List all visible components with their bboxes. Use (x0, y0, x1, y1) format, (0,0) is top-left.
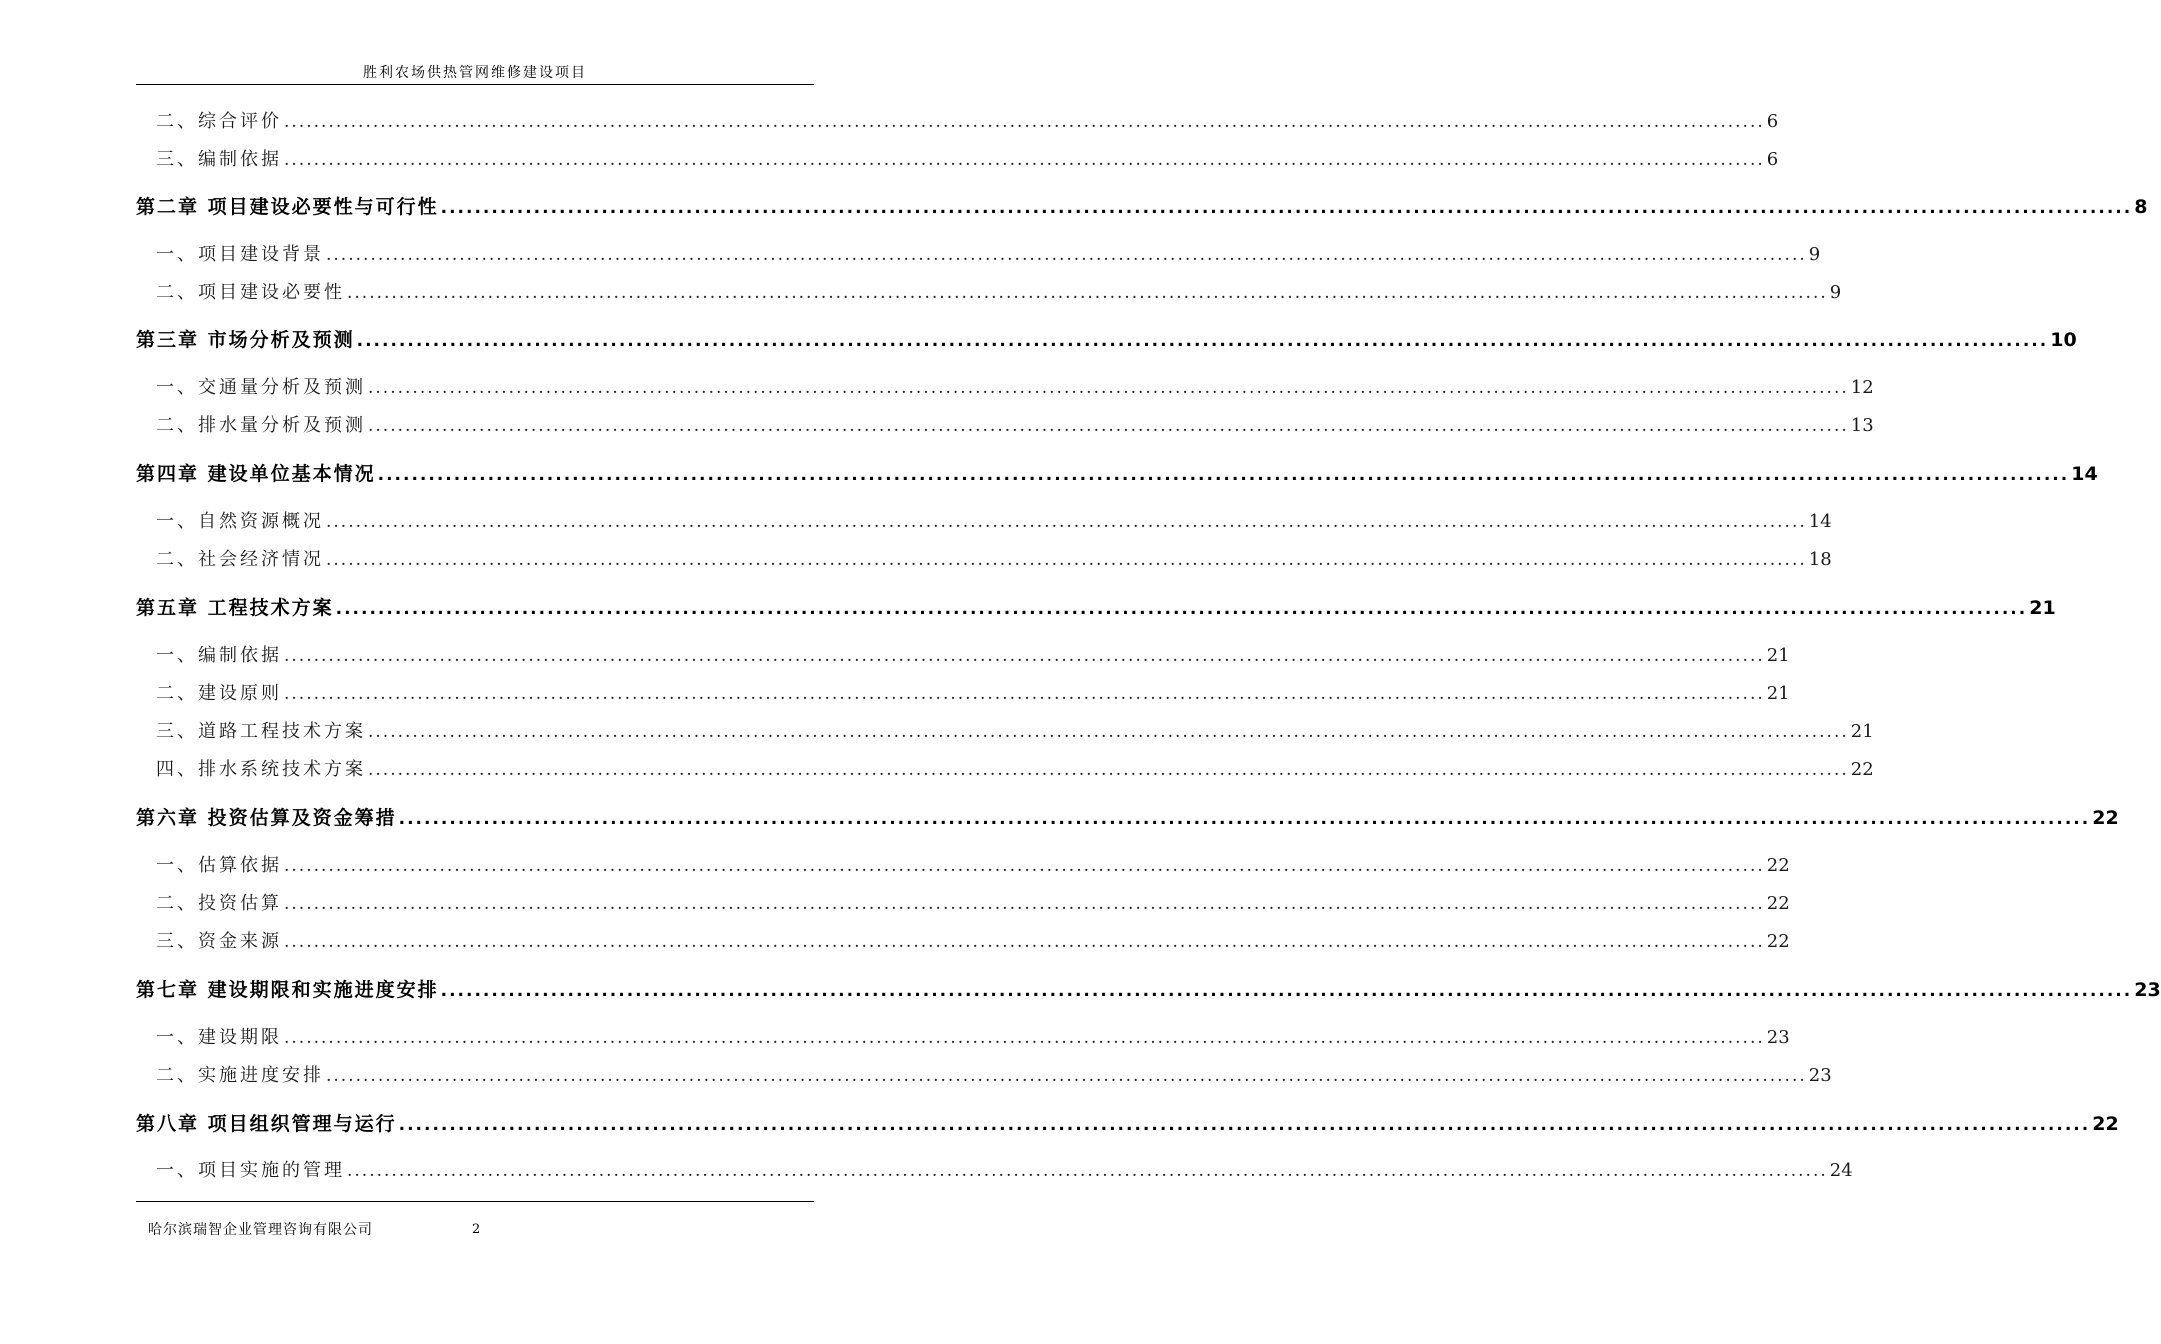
toc-dot-leader: ........................................................................................................................................................................................................ (284, 112, 1765, 132)
toc-section-entry[interactable] (156, 641, 1790, 671)
toc-entry-title: 二、建设原则 (156, 683, 282, 704)
toc-dot-leader: ........................................................................................................................................................................................................ (335, 599, 2028, 619)
toc-section-entry[interactable] (156, 889, 1790, 919)
toc-chapter-entry[interactable] (136, 1109, 2119, 1139)
toc-section-entry[interactable] (156, 1061, 1832, 1091)
toc-section-entry[interactable] (156, 1023, 1790, 1053)
toc-entry-page-number: 22 (2092, 1113, 2119, 1135)
toc-chapter-entry[interactable] (136, 975, 2161, 1005)
toc-entry-title: 一、项目实施的管理 (156, 1160, 345, 1181)
toc-dot-leader: ........................................................................................................................................................................................................ (347, 283, 1828, 303)
toc-entry-page-number: 21 (2029, 597, 2056, 619)
toc-entry-title: 第七章 建设期限和实施进度安排 (136, 979, 439, 1001)
toc-entry-page-number: 18 (1808, 549, 1832, 570)
toc-dot-leader: ........................................................................................................................................................................................................ (347, 1161, 1828, 1181)
header-divider (136, 84, 814, 85)
toc-entry-title: 二、社会经济情况 (156, 549, 324, 570)
toc-section-entry[interactable] (156, 278, 1842, 308)
toc-entry-title: 三、道路工程技术方案 (156, 721, 366, 742)
toc-entry-page-number: 21 (1850, 721, 1874, 742)
toc-entry-title: 二、项目建设必要性 (156, 282, 345, 303)
toc-entry-page-number: 24 (1829, 1160, 1853, 1181)
toc-entry-page-number: 13 (1850, 415, 1874, 436)
toc-section-entry[interactable] (156, 755, 1874, 785)
toc-section-entry[interactable] (156, 927, 1790, 957)
toc-entry-page-number: 23 (1808, 1065, 1832, 1086)
toc-entry-page-number: 8 (2134, 196, 2148, 218)
toc-entry-page-number: 10 (2050, 329, 2077, 351)
toc-dot-leader: ........................................................................................................................................................................................................ (284, 894, 1765, 914)
toc-section-entry[interactable] (156, 240, 1821, 270)
toc-entry-title: 四、排水系统技术方案 (156, 759, 366, 780)
toc-section-entry[interactable] (156, 411, 1874, 441)
toc-entry-title: 第六章 投资估算及资金筹措 (136, 807, 397, 829)
toc-entry-page-number: 21 (1766, 645, 1790, 666)
toc-entry-title: 二、投资估算 (156, 893, 282, 914)
toc-dot-leader: ........................................................................................................................................................................................................ (398, 1115, 2091, 1135)
toc-section-entry[interactable] (156, 373, 1874, 403)
toc-entry-title: 一、编制依据 (156, 645, 282, 666)
toc-entry-page-number: 6 (1766, 111, 1779, 132)
toc-entry-title: 一、交通量分析及预测 (156, 377, 366, 398)
toc-section-entry[interactable] (156, 545, 1832, 575)
toc-dot-leader: ........................................................................................................................................................................................................ (368, 760, 1849, 780)
toc-entry-title: 二、排水量分析及预测 (156, 415, 366, 436)
toc-section-entry[interactable] (156, 1156, 1853, 1186)
toc-entry-page-number: 12 (1850, 377, 1874, 398)
toc-chapter-entry[interactable] (136, 459, 2098, 489)
toc-section-entry[interactable] (156, 851, 1790, 881)
toc-dot-leader: ........................................................................................................................................................................................................ (284, 856, 1765, 876)
toc-section-entry[interactable] (156, 507, 1832, 537)
toc-entry-title: 第四章 建设单位基本情况 (136, 463, 376, 485)
toc-entry-page-number: 22 (1766, 931, 1790, 952)
toc-section-entry[interactable] (156, 679, 1790, 709)
toc-dot-leader: ........................................................................................................................................................................................................ (284, 646, 1765, 666)
toc-dot-leader: ........................................................................................................................................................................................................ (377, 465, 2070, 485)
footer-company-name: 哈尔滨瑞智企业管理咨询有限公司 (148, 1222, 373, 1238)
toc-dot-leader: ........................................................................................................................................................................................................ (284, 932, 1765, 952)
toc-chapter-entry[interactable] (136, 803, 2119, 833)
toc-entry-page-number: 23 (1766, 1027, 1790, 1048)
toc-entry-page-number: 9 (1808, 244, 1821, 265)
toc-dot-leader: ........................................................................................................................................................................................................ (326, 550, 1807, 570)
toc-entry-page-number: 21 (1766, 683, 1790, 704)
toc-entry-title: 三、编制依据 (156, 149, 282, 170)
toc-section-entry[interactable] (156, 145, 1779, 175)
toc-chapter-entry[interactable] (136, 192, 2148, 222)
toc-dot-leader: ........................................................................................................................................................................................................ (368, 378, 1849, 398)
toc-entry-title: 二、综合评价 (156, 111, 282, 132)
toc-section-entry[interactable] (156, 717, 1874, 747)
toc-dot-leader: ........................................................................................................................................................................................................ (284, 684, 1765, 704)
toc-dot-leader: ........................................................................................................................................................................................................ (356, 331, 2049, 351)
toc-chapter-entry[interactable] (136, 325, 2077, 355)
toc-dot-leader: ........................................................................................................................................................................................................ (440, 198, 2133, 218)
toc-dot-leader: ........................................................................................................................................................................................................ (326, 245, 1807, 265)
footer-divider (136, 1201, 814, 1202)
toc-entry-page-number: 22 (1766, 893, 1790, 914)
toc-entry-title: 第三章 市场分析及预测 (136, 329, 355, 351)
toc-entry-title: 第二章 项目建设必要性与可行性 (136, 196, 439, 218)
toc-dot-leader: ........................................................................................................................................................................................................ (368, 416, 1849, 436)
toc-entry-title: 一、估算依据 (156, 855, 282, 876)
toc-entry-title: 一、项目建设背景 (156, 244, 324, 265)
toc-entry-title: 第五章 工程技术方案 (136, 597, 334, 619)
toc-dot-leader: ........................................................................................................................................................................................................ (440, 981, 2133, 1001)
toc-entry-title: 二、实施进度安排 (156, 1065, 324, 1086)
toc-dot-leader: ........................................................................................................................................................................................................ (398, 809, 2091, 829)
page-header-title: 胜利农场供热管网维修建设项目 (363, 65, 587, 81)
toc-entry-page-number: 14 (1808, 511, 1832, 532)
toc-entry-page-number: 23 (2134, 979, 2161, 1001)
toc-dot-leader: ........................................................................................................................................................................................................ (284, 150, 1765, 170)
toc-dot-leader: ........................................................................................................................................................................................................ (326, 1066, 1807, 1086)
toc-dot-leader: ........................................................................................................................................................................................................ (326, 512, 1807, 532)
toc-entry-title: 一、建设期限 (156, 1027, 282, 1048)
toc-dot-leader: ........................................................................................................................................................................................................ (284, 1028, 1765, 1048)
toc-section-entry[interactable] (156, 107, 1779, 137)
toc-entry-title: 第八章 项目组织管理与运行 (136, 1113, 397, 1135)
toc-entry-page-number: 6 (1766, 149, 1779, 170)
toc-entry-page-number: 22 (2092, 807, 2119, 829)
footer-page-number: 2 (472, 1222, 481, 1237)
toc-entry-page-number: 14 (2071, 463, 2098, 485)
toc-dot-leader: ........................................................................................................................................................................................................ (368, 722, 1849, 742)
toc-entry-title: 一、自然资源概况 (156, 511, 324, 532)
toc-entry-title: 三、资金来源 (156, 931, 282, 952)
toc-entry-page-number: 22 (1850, 759, 1874, 780)
toc-chapter-entry[interactable] (136, 593, 2056, 623)
toc-entry-page-number: 22 (1766, 855, 1790, 876)
toc-entry-page-number: 9 (1829, 282, 1842, 303)
